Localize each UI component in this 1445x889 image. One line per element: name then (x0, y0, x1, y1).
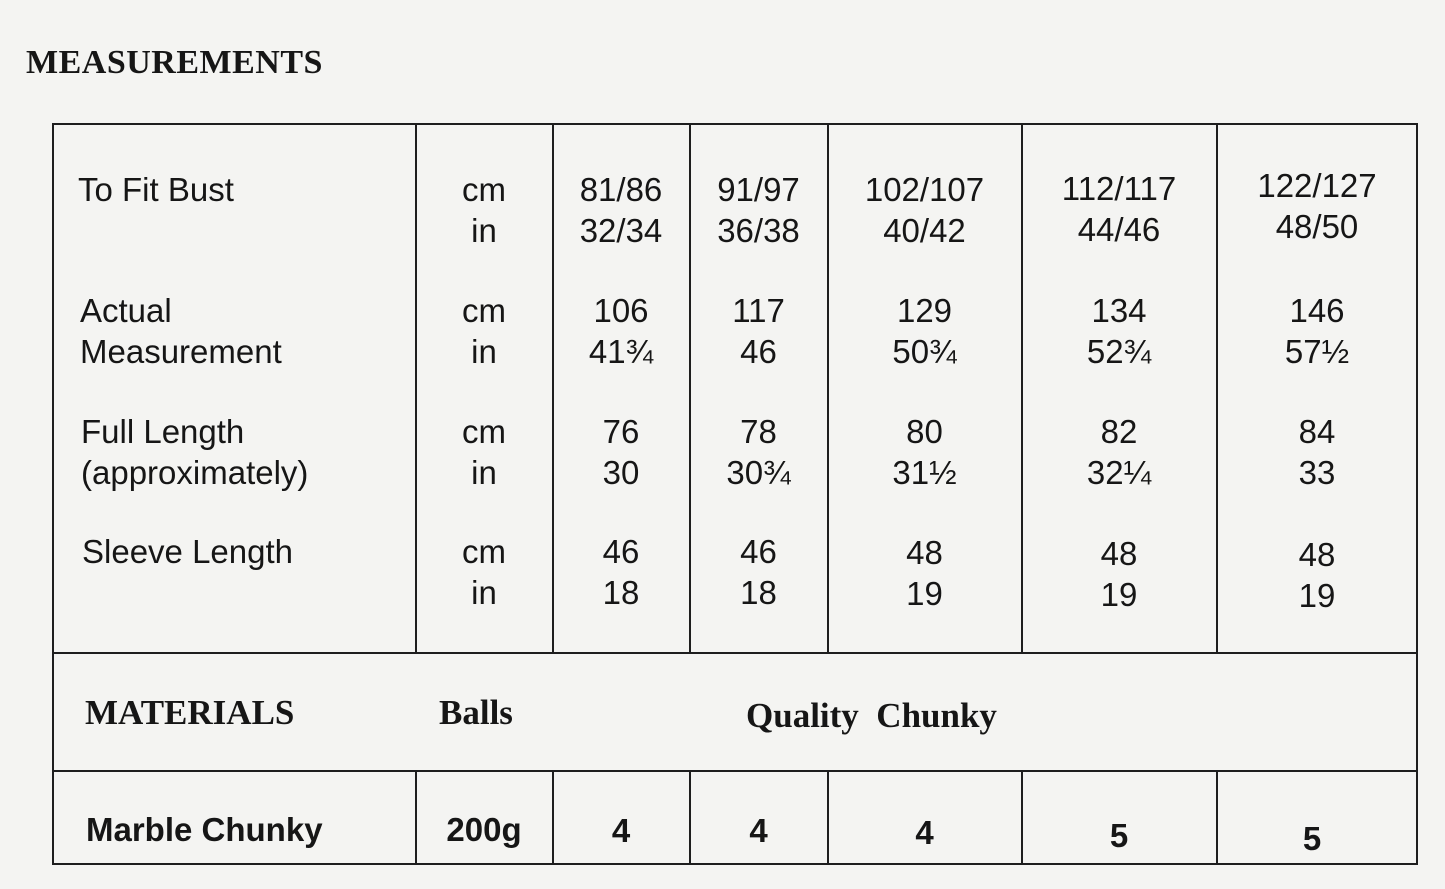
size-cell: 78 30¾ (726, 413, 791, 491)
size-cell: 48 19 (906, 534, 943, 612)
size-cell: 46 18 (740, 533, 777, 611)
balls-label: Balls (439, 693, 513, 732)
measurements-table (52, 123, 1418, 865)
row-label-actual-measurement: Actual Measurement (80, 292, 282, 370)
size-cell: 112/117 44/46 (1061, 170, 1177, 248)
yarn-balls-size-1: 4 (611, 812, 631, 849)
size-cell: 76 30 (602, 413, 640, 491)
yarn-balls-size-5: 5 (1302, 820, 1322, 857)
size-cell: 81/86 32/34 (579, 171, 663, 249)
row-label-sleeve-length: Sleeve Length (82, 533, 294, 570)
unit-cell: cm in (462, 413, 506, 491)
size-cell: 117 46 (732, 292, 785, 370)
row-label-full-length: Full Length (approximately) (81, 413, 309, 491)
size-cell: 102/107 40/42 (864, 171, 985, 249)
row-label-to-fit-bust: To Fit Bust (78, 171, 234, 208)
size-cell: 46 18 (602, 533, 640, 611)
quality-label: Quality Chunky (746, 696, 997, 735)
yarn-balls-size-4: 5 (1109, 817, 1129, 854)
size-cell: 134 52¾ (1086, 292, 1152, 370)
section-divider (54, 652, 1416, 654)
yarn-name: Marble Chunky (86, 811, 323, 848)
size-cell: 146 57½ (1284, 292, 1350, 370)
size-cell: 80 31½ (892, 413, 957, 491)
unit-cell: cm in (462, 533, 506, 611)
size-cell: 84 33 (1298, 413, 1336, 491)
size-cell: 82 32¼ (1086, 413, 1152, 491)
size-cell: 48 19 (1100, 535, 1138, 613)
yarn-balls-size-2: 4 (749, 812, 768, 849)
page-heading: MEASUREMENTS (26, 44, 323, 81)
size-cell: 122/127 48/50 (1257, 167, 1377, 245)
yarn-balls-size-3: 4 (915, 814, 934, 851)
unit-cell: cm in (462, 171, 506, 249)
size-cell: 91/97 36/38 (717, 171, 800, 249)
materials-title: MATERIALS (85, 693, 295, 732)
yarn-weight: 200g (446, 811, 522, 848)
size-cell: 129 50¾ (892, 292, 957, 370)
size-cell: 48 19 (1298, 536, 1336, 614)
unit-cell: cm in (462, 292, 506, 370)
size-cell: 106 41¾ (588, 292, 654, 370)
section-divider (54, 770, 1416, 772)
